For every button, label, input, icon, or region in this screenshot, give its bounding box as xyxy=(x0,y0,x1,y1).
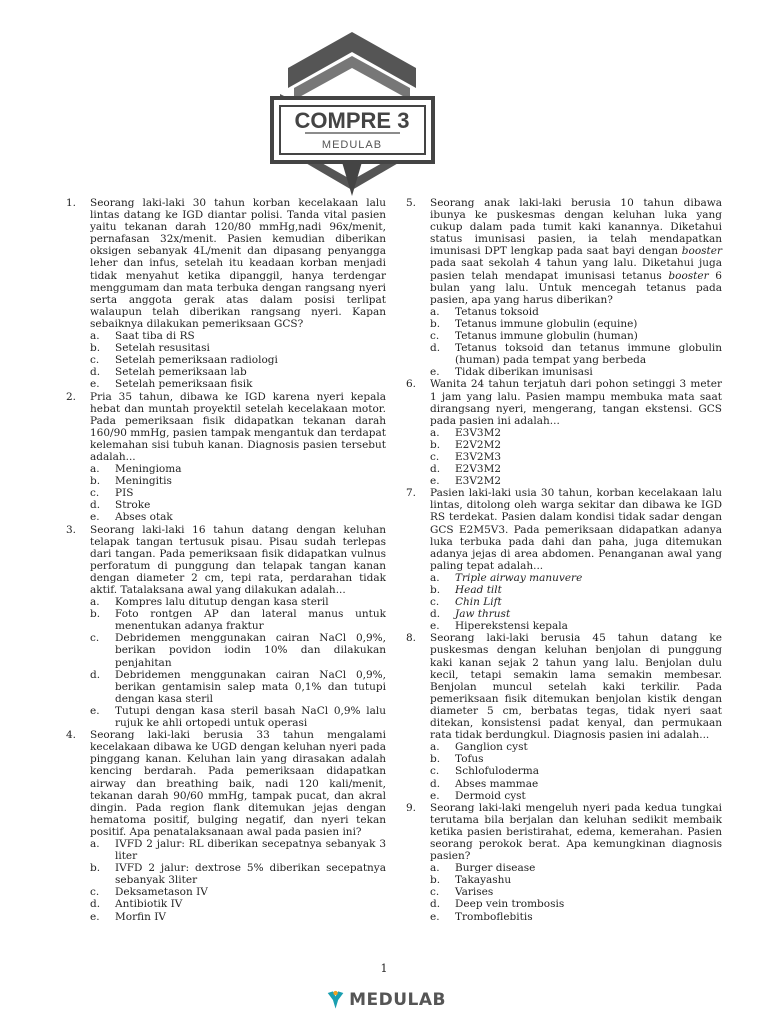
answer-option xyxy=(90,475,386,487)
question-stem xyxy=(430,487,722,572)
question-stem-part: booster xyxy=(668,269,709,282)
option-text: Varises xyxy=(455,886,494,899)
answer-option xyxy=(430,342,722,366)
question-number: 7. xyxy=(406,487,417,500)
option-letter: a. xyxy=(430,741,440,754)
option-letter: b. xyxy=(90,342,101,355)
question-number: 4. xyxy=(66,729,77,742)
option-text: Chin Lift xyxy=(455,596,502,609)
answer-option xyxy=(90,669,386,705)
option-text: Schlofuloderma xyxy=(455,765,540,778)
option-letter: b. xyxy=(430,874,441,887)
option-letter: e. xyxy=(90,910,100,923)
option-text: Hiperekstensi kepala xyxy=(455,620,568,633)
answer-option xyxy=(90,342,386,354)
option-text: Foto rontgen AP dan lateral manus untuk menentukan adanya fraktur xyxy=(115,608,386,633)
option-letter: e. xyxy=(430,789,440,802)
answer-option xyxy=(90,898,386,910)
option-text: Tetanus toksoid xyxy=(455,305,539,318)
option-text: Deep vein trombosis xyxy=(455,898,565,911)
answer-option xyxy=(430,608,722,620)
option-text: Deksametason IV xyxy=(115,886,208,899)
option-letter: b. xyxy=(430,317,441,330)
answer-option xyxy=(90,705,386,729)
answer-option xyxy=(430,366,722,378)
option-letter: c. xyxy=(90,886,100,899)
option-text: Antibiotik IV xyxy=(115,898,183,911)
answer-option xyxy=(90,511,386,523)
answer-option xyxy=(430,862,722,874)
option-letter: a. xyxy=(430,571,440,584)
option-text: Setelah resusitasi xyxy=(115,342,210,355)
question-stem: Seorang laki-laki 16 tahun datang dengan keluhan telapak tangan tertusuk pisau. Pisau sudah terlepas dari tangan. Pada pemeriksaan fisik didapatkan vulnus perforatum di punggung dan telapak tangan kanan dengan diameter 2 cm, tepi rata, perdarahan tidak aktif. Tatalaksana awal yang dilakukan adalah... xyxy=(90,523,386,596)
option-letter: d. xyxy=(430,777,441,790)
question-stem xyxy=(430,197,722,306)
option-letter: d. xyxy=(430,608,441,621)
option-text: Setelah pemeriksaan radiologi xyxy=(115,354,278,367)
option-letter: c. xyxy=(430,596,440,609)
option-text: E2V3M2 xyxy=(455,463,502,476)
question-item xyxy=(66,524,386,730)
option-letter: b. xyxy=(90,862,101,875)
answer-option xyxy=(430,886,722,898)
footer-logo xyxy=(326,985,446,1015)
answer-option xyxy=(90,596,386,608)
option-text: Meningioma xyxy=(115,463,182,476)
logo-title: COMPRE 3 xyxy=(294,108,410,133)
answer-option xyxy=(430,427,722,439)
answer-option xyxy=(90,330,386,342)
option-text: Debridemen menggunakan cairan NaCl 0,9%, berikan povidon iodin 10% dan dilakukan penjahitan xyxy=(115,632,386,669)
option-letter: b. xyxy=(90,608,101,621)
answer-option xyxy=(90,608,386,632)
question-stem-part: booster xyxy=(681,245,722,258)
answer-option xyxy=(90,366,386,378)
question-stem-part: Seorang laki-laki mengeluh nyeri pada kedua tungkai terutama bila berjalan dan keluhan sedikit membaik ketika pasien beristirahat, edema, kemerahan. Pasien seorang perokok berat. Apa kemungkinan diagnosis pasien? xyxy=(430,801,722,863)
answer-option xyxy=(90,378,386,390)
option-letter: e. xyxy=(430,910,440,923)
option-text: E2V2M2 xyxy=(455,438,502,451)
option-letter: e. xyxy=(90,378,100,391)
option-text: Takayashu xyxy=(455,874,512,887)
question-number: 3. xyxy=(66,523,77,536)
answer-option xyxy=(430,439,722,451)
question-number: 2. xyxy=(66,390,77,403)
answer-option xyxy=(430,620,722,632)
option-letter: d. xyxy=(90,898,101,911)
option-text: Setelah pemeriksaan lab xyxy=(115,366,247,379)
question-number: 6. xyxy=(406,378,417,391)
question-item xyxy=(66,729,386,923)
question-stem xyxy=(430,378,722,426)
option-text: Tetanus toksoid dan tetanus immune globulin (human) pada tempat yang berbeda xyxy=(455,342,722,367)
option-letter: d. xyxy=(90,668,101,681)
option-text: Jaw thrust xyxy=(455,608,511,621)
option-text: Meningitis xyxy=(115,475,172,488)
option-text: Saat tiba di RS xyxy=(115,330,195,343)
answer-option xyxy=(90,487,386,499)
answer-option xyxy=(430,330,722,342)
option-letter: a. xyxy=(90,837,100,850)
question-number: 5. xyxy=(406,197,417,209)
answer-option xyxy=(430,753,722,765)
answer-option xyxy=(430,451,722,463)
answer-option xyxy=(430,584,722,596)
question-item xyxy=(406,378,722,487)
answer-option xyxy=(430,874,722,886)
option-letter: a. xyxy=(90,463,100,476)
answer-option xyxy=(430,475,722,487)
option-letter: c. xyxy=(90,487,100,500)
answer-option xyxy=(430,463,722,475)
option-letter: d. xyxy=(90,366,101,379)
option-text: Tofus xyxy=(455,753,484,766)
option-text: PIS xyxy=(115,487,134,500)
option-letter: d. xyxy=(430,463,441,476)
option-text: Setelah pemeriksaan fisik xyxy=(115,378,253,391)
answer-option xyxy=(430,790,722,802)
answer-option xyxy=(430,765,722,777)
question-stem-part: pada saat sekolah 4 tahun yang lalu. Diketahui juga pasien telah mendapat imunisasi tetanus xyxy=(430,257,722,282)
option-letter: c. xyxy=(90,632,100,645)
answer-option xyxy=(430,318,722,330)
option-letter: a. xyxy=(430,426,440,439)
question-stem-part: 6 bulan yang lalu. Untuk mencegah tetanus pada pasien, apa yang harus diberikan? xyxy=(430,269,722,306)
option-letter: c. xyxy=(430,886,440,899)
question-stem-part: Wanita 24 tahun terjatuh dari pohon setinggi 3 meter 1 jam yang lalu. Pasien mampu membuka mata saat dirangsang nyeri, mengerang, tangan ekstensi. GCS pada pasien ini adalah... xyxy=(430,378,722,427)
footer-brand: MEDULAB xyxy=(349,990,446,1010)
option-letter: b. xyxy=(430,584,441,596)
answer-option xyxy=(90,886,386,898)
question-item xyxy=(406,197,722,378)
option-letter: a. xyxy=(90,596,100,609)
option-text: IVFD 2 jalur: RL diberikan secepatnya sebanyak 3 liter xyxy=(115,837,386,863)
question-item xyxy=(406,487,722,632)
question-stem xyxy=(430,632,722,741)
option-letter: d. xyxy=(430,342,441,355)
option-letter: c. xyxy=(430,450,440,463)
option-letter: a. xyxy=(90,330,100,343)
question-item xyxy=(66,391,386,524)
option-letter: b. xyxy=(90,475,101,488)
answer-option xyxy=(90,354,386,366)
option-letter: a. xyxy=(430,305,440,318)
question-number: 9. xyxy=(406,801,417,814)
option-letter: c. xyxy=(90,354,100,367)
answer-option xyxy=(430,911,722,923)
option-letter: a. xyxy=(430,862,440,875)
compre-logo-graphic xyxy=(250,28,455,200)
page-number: 1 xyxy=(380,962,388,975)
compre-logo xyxy=(250,28,455,200)
option-text: Burger disease xyxy=(455,862,536,875)
option-text: E3V3M2 xyxy=(455,426,502,439)
answer-option xyxy=(430,898,722,910)
question-stem: Pria 35 tahun, dibawa ke IGD karena nyeri kepala hebat dan muntah proyektil setelah kecelakaan motor. Pada pemeriksaan fisik didapatkan tekanan darah 160/90 mmHg, pasien tampak mengantuk dan terdapat kelemahan sisi tubuh kanan. Diagnosis pasien tersebut adalah... xyxy=(90,390,386,463)
option-text: Tutupi dengan kasa steril basah NaCl 0,9% lalu rujuk ke ahli ortopedi untuk operasi xyxy=(115,704,386,730)
option-text: Tidak diberikan imunisasi xyxy=(455,366,593,379)
answer-option xyxy=(430,741,722,753)
question-stem: Seorang laki-laki 30 tahun korban kecelakaan lalu lintas datang ke IGD diantar polisi. Tanda vital pasien yaitu tekanan darah 120/80 mmHg,nadi 96x/menit, pernafasan 32x/menit. Pasien kemudian diberikan oksigen sebanyak 4L/menit dan dipasang penyangga leher dan infus, setelah itu keadaan korban menjadi tidak menyahut ketika dipanggil, hanya terdengar menggumam dan mata terbuka dengan rangsang nyeri serta anggota gerak atas dalam posisi terlipat walaupun telah diberikan rangsang nyeri. Kapan sebaiknya dilakukan pemeriksaan GCS? xyxy=(90,197,386,330)
option-letter: e. xyxy=(430,475,440,488)
option-text: Tromboflebitis xyxy=(455,910,533,923)
answer-option xyxy=(90,862,386,886)
option-text: Stroke xyxy=(115,499,151,512)
question-stem xyxy=(430,802,722,862)
option-letter: e. xyxy=(90,704,100,717)
option-letter: d. xyxy=(430,898,441,911)
option-letter: c. xyxy=(430,330,440,343)
logo-subtitle: MEDULAB xyxy=(321,139,383,151)
question-number: 8. xyxy=(406,632,417,645)
option-text: Triple airway manuvere xyxy=(455,571,583,584)
option-letter: c. xyxy=(430,765,440,778)
option-text: E3V2M2 xyxy=(455,475,502,488)
option-text: Abses otak xyxy=(115,511,173,524)
option-text: Debridemen menggunakan cairan NaCl 0,9%, berikan gentamisin salep mata 0,1% dan tutupi dengan kasa steril xyxy=(115,668,386,705)
question-item xyxy=(406,802,722,923)
option-text: Ganglion cyst xyxy=(455,741,528,754)
option-text: Head tilt xyxy=(455,584,502,596)
question-item xyxy=(406,632,722,801)
option-text: Dermoid cyst xyxy=(455,789,526,802)
option-text: Morfin IV xyxy=(115,910,166,923)
option-text: Tetanus immune globulin (human) xyxy=(455,330,638,343)
answer-option xyxy=(90,499,386,511)
option-text: Tetanus immune globulin (equine) xyxy=(455,317,638,330)
option-text: IVFD 2 jalur: dextrose 5% diberikan secepatnya sebanyak 3liter xyxy=(115,862,386,887)
question-stem-part: Seorang laki-laki berusia 45 tahun datang ke puskesmas dengan keluhan benjolan di punggung kaki kanan sejak 2 tahun yang lalu. Benjolan dulu kecil, tetapi semakin lama semakin membesar. Benjolan muncul setelah kaki terkilir. Pada pemeriksaan fisik ditemukan benjolan kistik dengan diameter 5 cm, berbatas tegas, tidak nyeri saat ditekan, konsistensi padat kenyal, dan permukaan rata tidak berdungkul. Diagnosis pasien ini adalah... xyxy=(430,632,722,742)
answer-option xyxy=(430,306,722,318)
answer-option xyxy=(430,778,722,790)
question-stem: Seorang laki-laki berusia 33 tahun mengalami kecelakaan dibawa ke UGD dengan keluhan nyeri pada pinggang kanan. Keluhan lain yang dirasakan adalah kencing berdarah. Pada pemeriksaan didapatkan airway dan breathing baik, nadi 120 kali/menit, tekanan darah 90/60 mmHg, tampak pucat, dan akral dingin. Pada region flank ditemukan jejas dengan hematoma positif, bulging negatif, dan nyeri tekan positif. Apa penatalaksanaan awal pada pasien ini? xyxy=(90,729,386,838)
option-letter: d. xyxy=(90,499,101,512)
left-column xyxy=(66,197,386,923)
answer-option xyxy=(430,596,722,608)
option-letter: e. xyxy=(430,366,440,379)
question-item xyxy=(66,197,386,391)
option-text: Kompres lalu ditutup dengan kasa steril xyxy=(115,596,329,609)
question-stem-part: Pasien laki-laki usia 30 tahun, korban kecelakaan lalu lintas, ditolong oleh warga sekitar dan dibawa ke IGD RS terdekat. Pasien dalam kondisi tidak sadar dengan GCS E2M5V3. Pada pemeriksaan didapatkan adanya luka terbuka pada dahi dan paha, juga ditemukan adanya jejas di area abdomen. Penanganan awal yang paling tepat adalah... xyxy=(430,487,722,572)
answer-option xyxy=(90,911,386,923)
option-text: E3V2M3 xyxy=(455,450,502,463)
option-letter: e. xyxy=(430,620,440,633)
question-stem-part: Seorang anak laki-laki berusia 10 tahun dibawa ibunya ke puskesmas dengan keluhan luka yang cukup dalam pada tumit kaki kanannya. Diketahui status imunisasi pasien, ia telah mendapatkan imunisasi DPT lengkap pada saat bayi dengan xyxy=(430,197,722,258)
question-number: 1. xyxy=(66,197,77,209)
option-letter: b. xyxy=(430,438,441,451)
option-text: Abses mammae xyxy=(455,777,539,790)
answer-option xyxy=(90,463,386,475)
option-letter: e. xyxy=(90,511,100,524)
medulab-icon xyxy=(326,988,345,1012)
option-letter: b. xyxy=(430,753,441,766)
right-column xyxy=(406,197,722,923)
answer-option xyxy=(90,632,386,668)
answer-option xyxy=(430,572,722,584)
answer-option xyxy=(90,838,386,862)
